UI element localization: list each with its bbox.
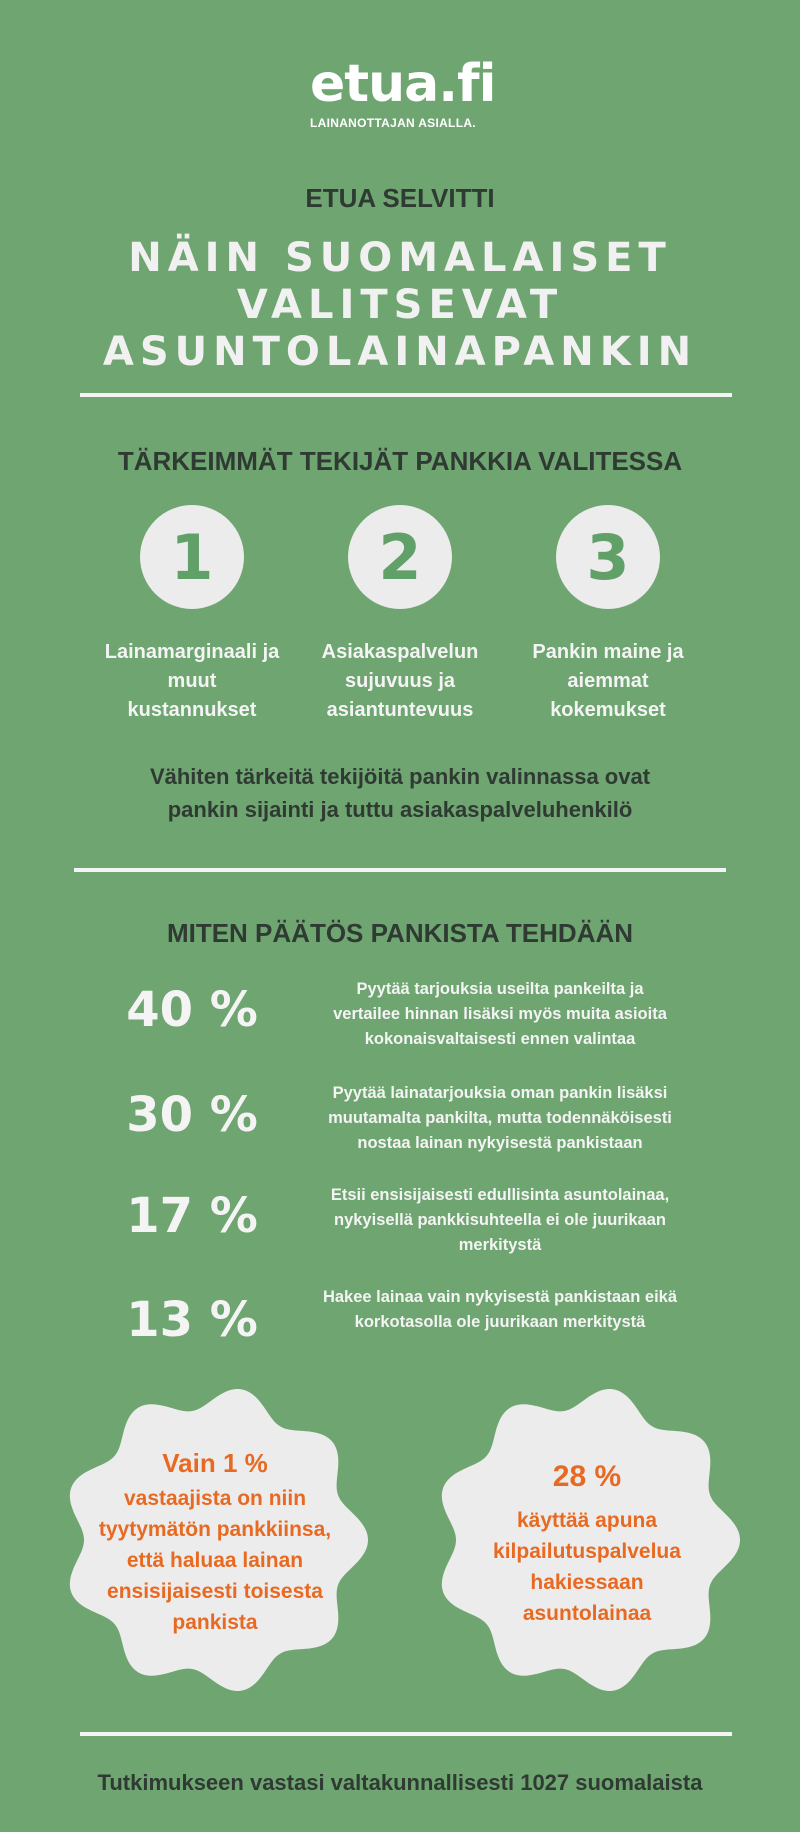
divider	[74, 868, 726, 872]
percent-description	[300, 1081, 700, 1156]
badge-line: kilpailutuspalvelua	[493, 1540, 681, 1563]
number-circle	[556, 505, 660, 609]
badge-headline: 28 %	[552, 1460, 622, 1493]
factor-line: kustannukset	[127, 699, 257, 721]
percent-value: 30 %	[126, 1087, 258, 1143]
desc-line: Pyytää lainatarjouksia oman pankin lisäksi	[332, 1084, 668, 1102]
factors-title: TÄRKEIMMÄT TEKIJÄT PANKKIA VALITESSA	[117, 446, 683, 476]
badge-line: että haluaa lainan	[126, 1549, 304, 1572]
right-badge-text	[447, 1457, 727, 1629]
percent-description	[300, 1285, 700, 1335]
percent-value: 17 %	[126, 1188, 258, 1244]
desc-line: korkotasolla ole juurikaan merkitystä	[354, 1313, 646, 1331]
factor-label	[92, 638, 292, 725]
title-line: ASUNTOLAINAPANKIN	[102, 329, 698, 375]
desc-line: merkitystä	[458, 1236, 542, 1254]
title-line: NÄIN SUOMALAISET	[128, 235, 672, 281]
decision-title: MITEN PÄÄTÖS PANKISTA TEHDÄÄN	[166, 918, 634, 948]
desc-line: Hakee lainaa vain nykyisestä pankistaan eikä	[322, 1288, 678, 1306]
factor-line: aiemmat	[567, 670, 649, 692]
factor-label	[508, 638, 708, 725]
desc-line: nykyisellä pankkisuhteella ei ole juurikaan	[334, 1211, 666, 1229]
percent-value: 13 %	[126, 1292, 258, 1348]
divider	[80, 1732, 732, 1736]
kicker: ETUA SELVITTI	[305, 183, 495, 213]
desc-line: muutamalta pankilta, mutta todennäköisesti	[328, 1109, 672, 1127]
badge-line: ensisijaisesti toisesta	[107, 1580, 323, 1603]
factor-line: Lainamarginaali ja	[104, 641, 280, 663]
percent-value: 40 %	[126, 982, 258, 1038]
desc-line: Pyytää tarjouksia useilta pankeilta ja	[356, 980, 644, 998]
badge-line: vastaajista on niin	[123, 1487, 307, 1510]
title-line: VALITSEVAT	[236, 282, 564, 328]
factor-number: 3	[586, 520, 630, 594]
logo-tagline: LAINANOTTAJAN ASIALLA.	[310, 116, 476, 130]
desc-line: kokonaisvaltaisesti ennen valintaa	[364, 1030, 636, 1048]
number-circle	[348, 505, 452, 609]
number-circle	[140, 505, 244, 609]
badge-line: hakiessaan	[530, 1571, 644, 1594]
least-important-note	[100, 760, 700, 826]
factor-line: Pankin maine ja	[532, 641, 684, 663]
factor-line: muut	[167, 670, 217, 692]
factor-label	[300, 638, 500, 725]
etua-logo	[310, 54, 500, 130]
badge-line: tyytymätön pankkiinsa,	[98, 1518, 332, 1541]
factor-line: kokemukset	[550, 699, 666, 721]
percent-description	[300, 1183, 700, 1258]
factor-line: sujuvuus ja	[344, 670, 456, 692]
factor-line: asiantuntevuus	[326, 699, 474, 721]
factor-number: 2	[378, 520, 422, 594]
desc-line: nostaa lainan nykyisestä pankistaan	[357, 1134, 643, 1152]
desc-line: Etsii ensisijaisesti edullisinta asuntolainaa,	[330, 1186, 670, 1204]
factor-line: Asiakaspalvelun	[321, 641, 479, 663]
badge-headline: Vain 1 %	[162, 1448, 268, 1478]
desc-line: vertailee hinnan lisäksi myös muita asioita	[333, 1005, 667, 1023]
factor-number: 1	[170, 520, 214, 594]
page-title	[0, 235, 800, 376]
badge-line: asuntolainaa	[522, 1602, 652, 1625]
divider	[80, 393, 732, 397]
badge-line: pankista	[172, 1611, 258, 1634]
footer-note: Tutkimukseen vastasi valtakunnallisesti 1027 suomalaista	[97, 1770, 703, 1795]
badge-line: käyttää apuna	[516, 1509, 658, 1532]
note-line: pankin sijainti ja tuttu asiakaspalveluhenkilö	[167, 797, 633, 822]
note-line: Vähiten tärkeitä tekijöitä pankin valinnassa ovat	[149, 764, 651, 789]
left-badge-text	[75, 1445, 355, 1638]
logo-wordmark: etua.fi	[310, 54, 496, 114]
percent-description	[300, 977, 700, 1052]
